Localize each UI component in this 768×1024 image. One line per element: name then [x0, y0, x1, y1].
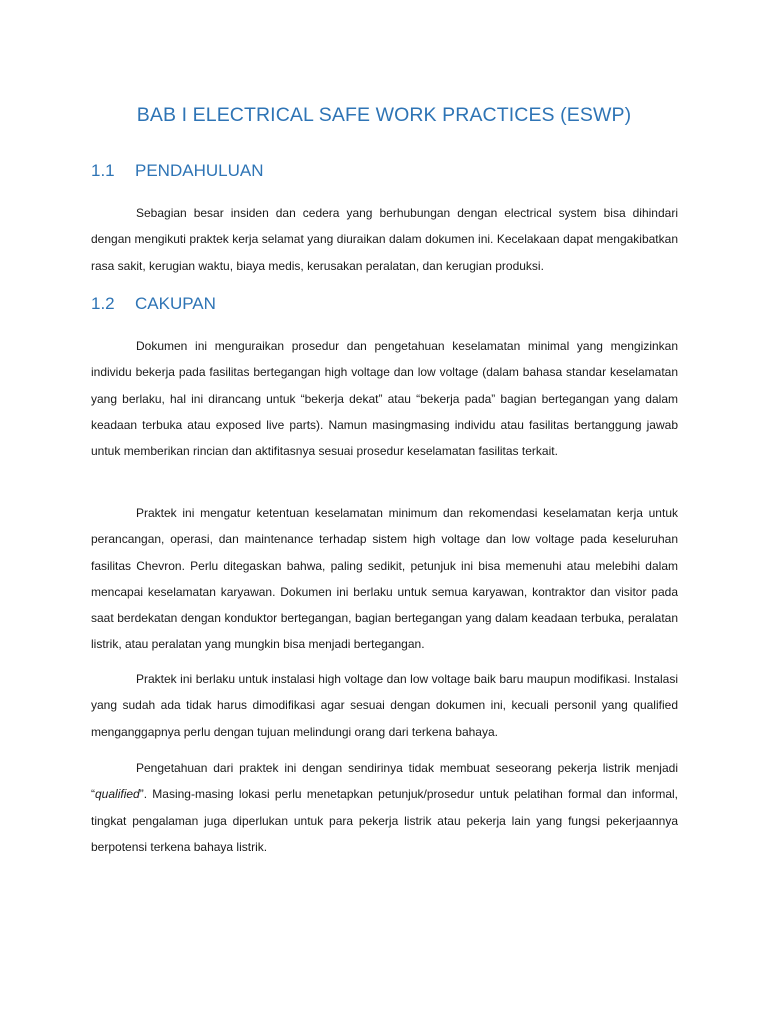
paragraph-text: ”. Masing-masing lokasi perlu menetapkan petunjuk/prosedur untuk pelatihan formal dan informal, tingkat pengalaman juga diperlukan untuk para pekerja listrik atau pekerja lain yang fungsi pekerjaannya berpotensi terkena bahaya listrik.	[91, 787, 678, 854]
paragraph-qualified	[91, 755, 678, 860]
paragraph: Praktek ini mengatur ketentuan keselamatan minimum dan rekomendasi keselamatan kerja untuk perancangan, operasi, dan maintenance terhadap sistem high voltage dan low voltage pada keseluruhan fasilitas Chevron. Perlu ditegaskan bahwa, paling sedikit, petunjuk ini bisa memenuhi atau melebihi dalam mencapai keselamatan karyawan. Dokumen ini berlaku untuk semua karyawan, kontraktor dan visitor pada saat berdekatan dengan konduktor bertegangan, bagian bertegangan yang dalam keadaan terbuka, peralatan listrik, atau peralatan yang mungkin bisa menjadi bertegangan.	[91, 506, 678, 652]
document-title: BAB I ELECTRICAL SAFE WORK PRACTICES (ESWP)	[136, 104, 632, 126]
section-number: 1.2	[91, 294, 115, 313]
section-heading-cakupan	[91, 294, 216, 314]
paragraph: Praktek ini berlaku untuk instalasi high voltage dan low voltage baik baru maupun modifikasi. Instalasi yang sudah ada tidak harus dimodifikasi agar sesuai dengan dokumen ini, kecuali personil yang qualified menganggapnya perlu dengan tujuan melindungi orang dari terkena bahaya.	[91, 672, 678, 739]
paragraph: Dokumen ini menguraikan prosedur dan pengetahuan keselamatan minimal yang mengizinkan individu bekerja pada fasilitas bertegangan high voltage dan low voltage (dalam bahasa standar keselamatan yang berlaku, hal ini dirancang untuk “bekerja dekat” atau “bekerja pada” bagian bertegangan yang dalam keadaan terbuka atau exposed live parts). Namun masingmasing individu atau fasilitas bertanggung jawab untuk memberikan rincian dan aktifitasnya sesuai prosedur keselamatan fasilitas terkait.	[91, 339, 678, 459]
section-number: 1.1	[91, 161, 115, 180]
emphasis-qualified: qualified	[95, 787, 140, 802]
section-heading-pendahuluan	[91, 161, 263, 181]
paragraph-text: Pengetahuan dari praktek ini dengan sendirinya tidak membuat seseorang pekerja listrik menjadi “	[91, 761, 678, 802]
section-title: CAKUPAN	[135, 294, 216, 313]
section-title: PENDAHULUAN	[135, 161, 264, 180]
paragraph: Sebagian besar insiden dan cedera yang berhubungan dengan electrical system bisa dihindari dengan mengikuti praktek kerja selamat yang diuraikan dalam dokumen ini. Kecelakaan dapat mengakibatkan rasa sakit, kerugian waktu, biaya medis, kerusakan peralatan, dan kerugian produksi.	[91, 206, 678, 273]
